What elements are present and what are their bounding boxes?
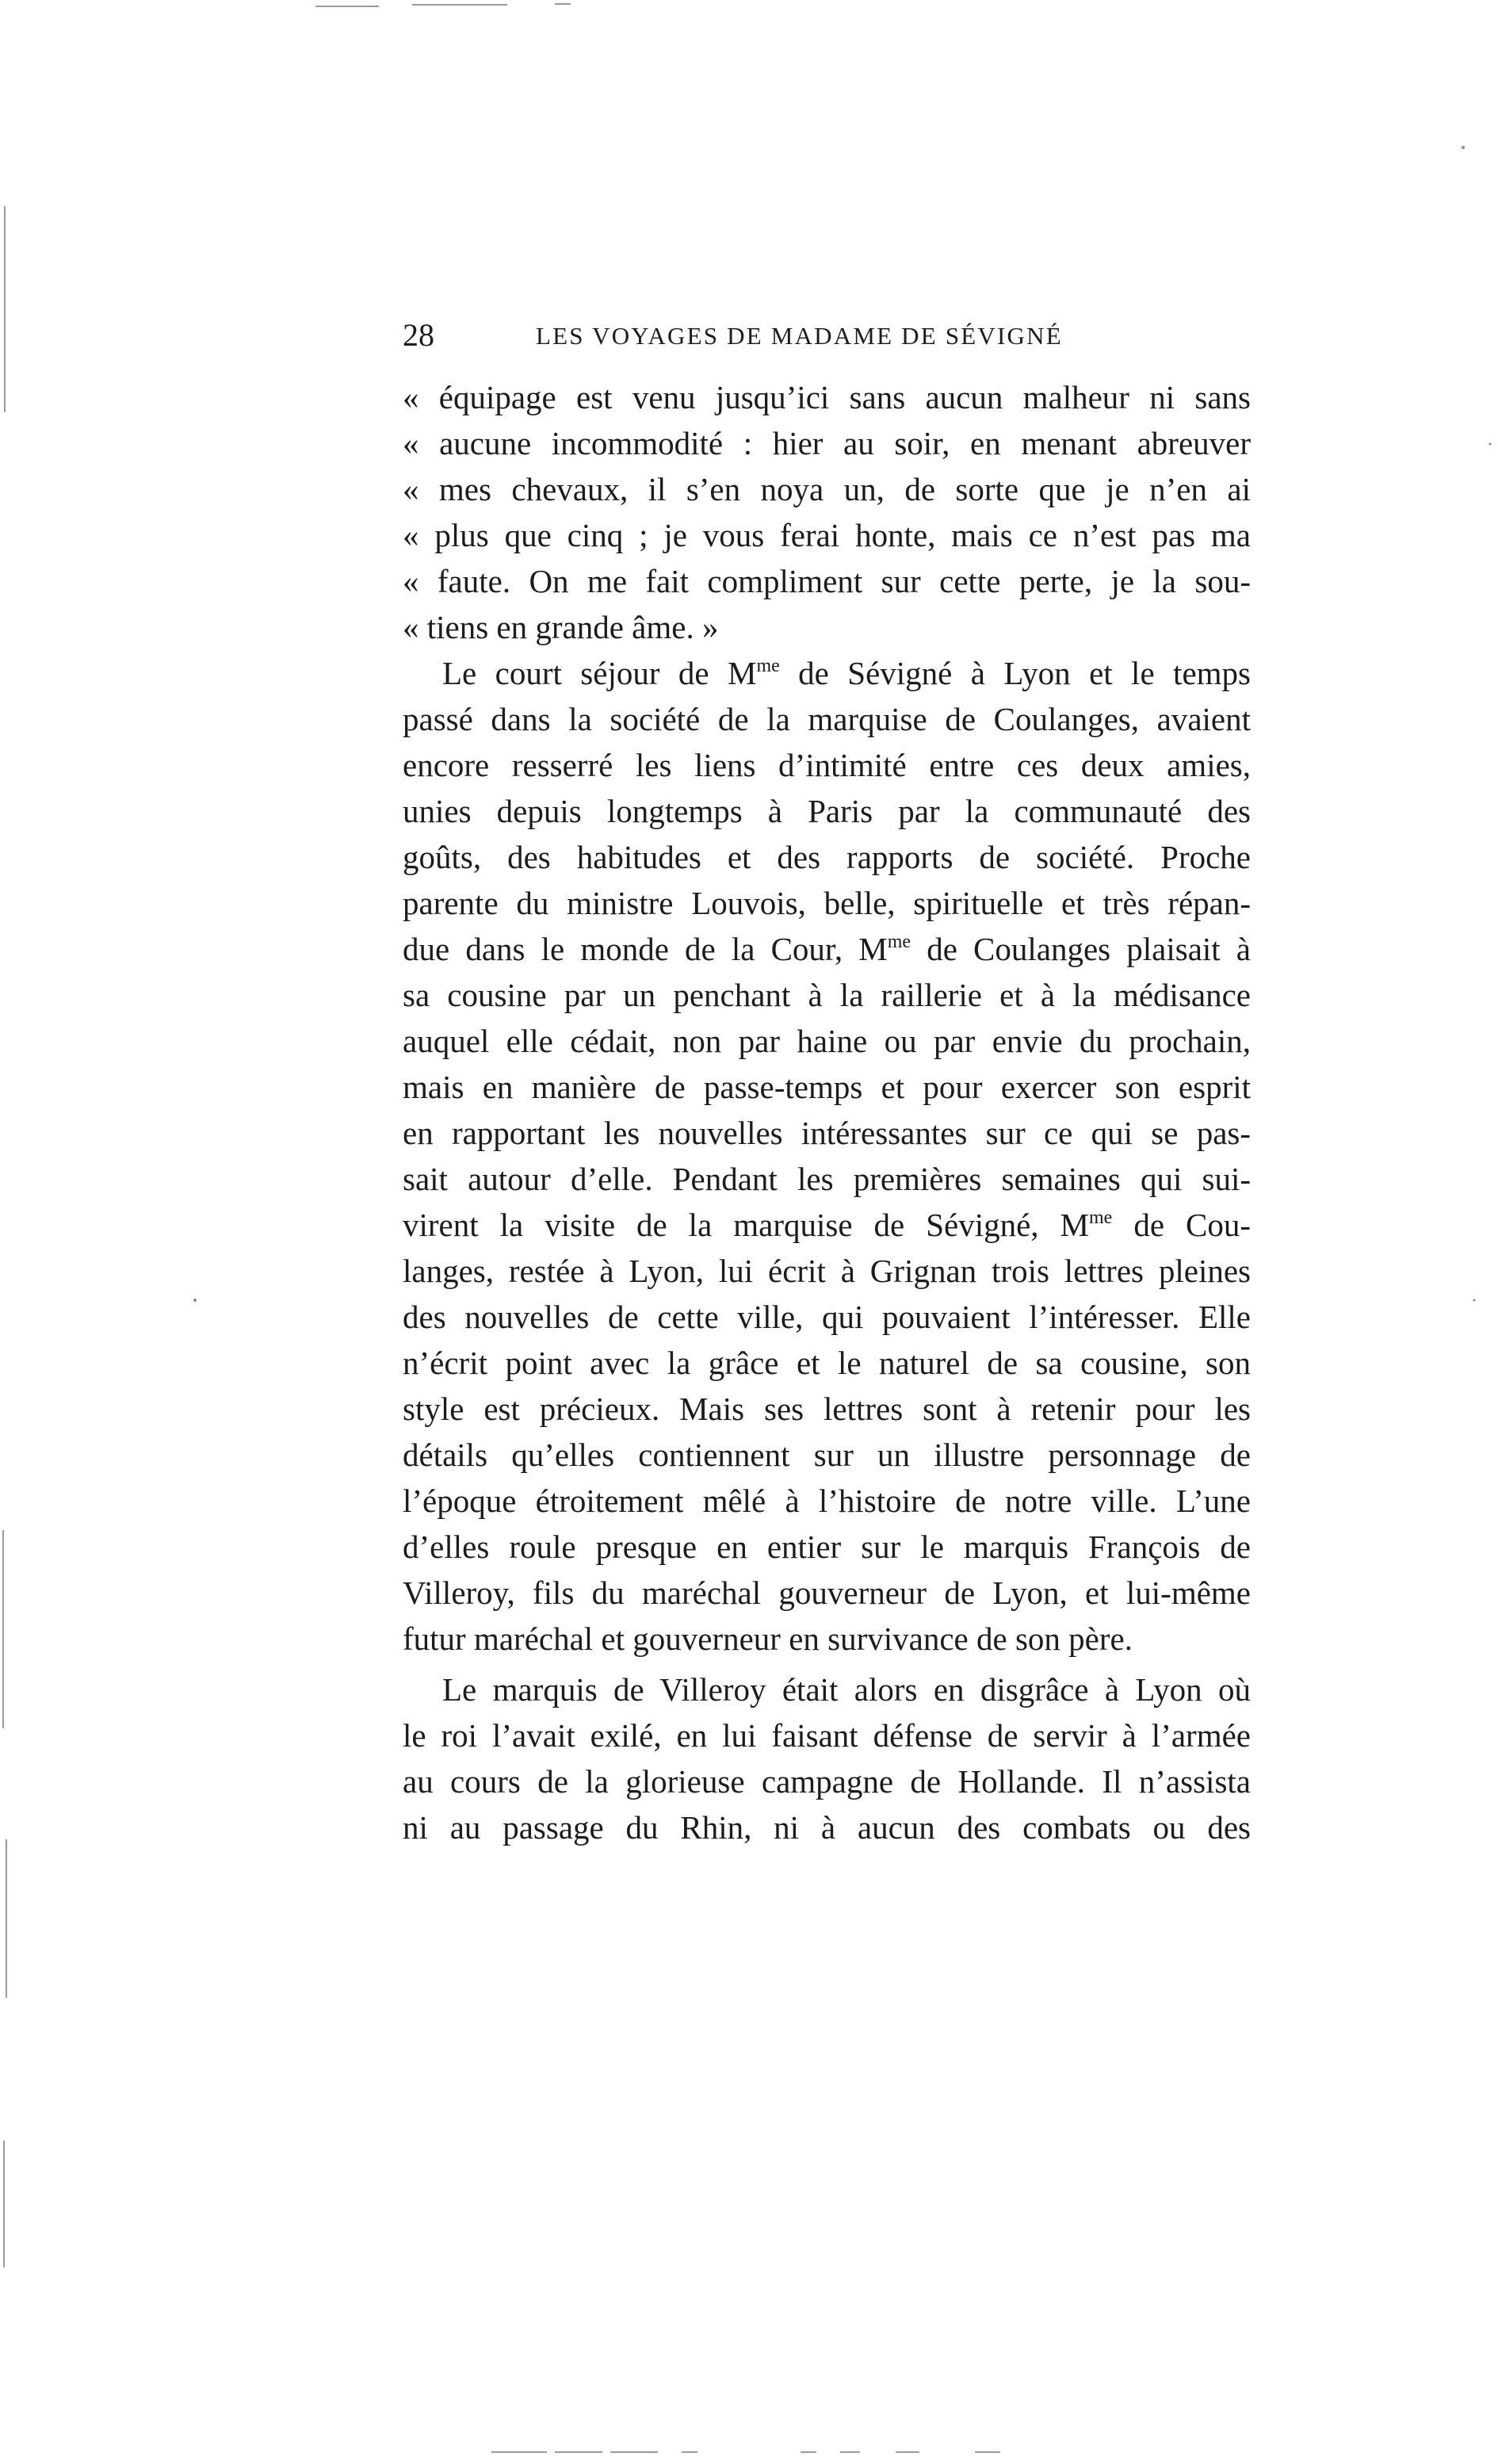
text-line: « équipage est venu jusqu’ici sans aucun malheur ni sans: [403, 379, 1251, 415]
text-line: langes, restée à Lyon, lui écrit à Grignan trois lettres pleines: [403, 1253, 1251, 1289]
text-line: unies depuis longtemps à Paris par la communauté des: [403, 793, 1251, 829]
text-line: des nouvelles de cette ville, qui pouvaient l’intéresser. Elle: [403, 1299, 1251, 1335]
text-line: parente du ministre Louvois, belle, spirituelle et très répan-: [403, 885, 1251, 921]
text-line: n’écrit point avec la grâce et le naturel de sa cousine, son: [403, 1345, 1251, 1381]
text-line: virent la visite de la marquise de Sévigné, $M^{me}$ de Cou-: [403, 1207, 1251, 1243]
text-line: en rapportant les nouvelles intéressantes sur ce qui se pas-: [403, 1115, 1251, 1151]
text-line: ni au passage du Rhin, ni à aucun des combats ou des: [403, 1809, 1251, 1846]
text-line: passé dans la société de la marquise de Coulanges, avaient: [403, 701, 1251, 737]
page-header: [403, 316, 1135, 355]
text-line: sait autour d’elle. Pendant les premières semaines qui sui-: [403, 1161, 1251, 1197]
text-line: « mes chevaux, il s’en noya un, de sorte que je n’en ai: [403, 471, 1251, 507]
text-line: « aucune incommodité : hier au soir, en menant abreuver: [403, 425, 1251, 461]
text-line: Le marquis de Villeroy était alors en disgrâce à Lyon où: [442, 1671, 1251, 1708]
text-line: Le court séjour de $M^{me}$ de Sévigné à Lyon et le temps: [442, 655, 1251, 691]
text-line: l’époque étroitement mêlé à l’histoire de notre ville. L’une: [403, 1483, 1251, 1519]
text-line: encore resserré les liens d’intimité entre ces deux amies,: [403, 747, 1251, 783]
text-line: « plus que cinq ; je vous ferai honte, mais ce n’est pas ma: [403, 517, 1251, 553]
text-line: auquel elle cédait, non par haine ou par envie du prochain,: [403, 1023, 1251, 1059]
text-line: due dans le monde de la Cour, $M^{me}$ de Coulanges plaisait à: [403, 931, 1251, 967]
text-line: style est précieux. Mais ses lettres sont à retenir pour les: [403, 1391, 1251, 1427]
text-line: au cours de la glorieuse campagne de Hollande. Il n’assista: [403, 1763, 1251, 1800]
page-number: 28: [403, 317, 434, 353]
running-title: LES VOYAGES DE MADAME DE SÉVIGNÉ: [536, 322, 1063, 350]
text-line: futur maréchal et gouverneur en survivance de son père.: [403, 1620, 1133, 1657]
text-line: d’elles roule presque en entier sur le marquis François de: [403, 1529, 1251, 1565]
body-text: [403, 374, 1251, 1850]
text-line: le roi l’avait exilé, en lui faisant défense de servir à l’armée: [403, 1717, 1251, 1754]
text-line: détails qu’elles contiennent sur un illustre personnage de: [403, 1437, 1251, 1473]
text-line: goûts, des habitudes et des rapports de société. Proche: [403, 839, 1251, 875]
text-line: Villeroy, fils du maréchal gouverneur de Lyon, et lui-même: [403, 1574, 1251, 1611]
text-line: sa cousine par un penchant à la raillerie et à la médisance: [403, 977, 1251, 1013]
text-line: « tiens en grande âme. »: [403, 609, 719, 645]
text-line: « faute. On me fait compliment sur cette perte, je la sou-: [403, 563, 1251, 599]
text-line: mais en manière de passe-temps et pour exercer son esprit: [403, 1069, 1251, 1105]
